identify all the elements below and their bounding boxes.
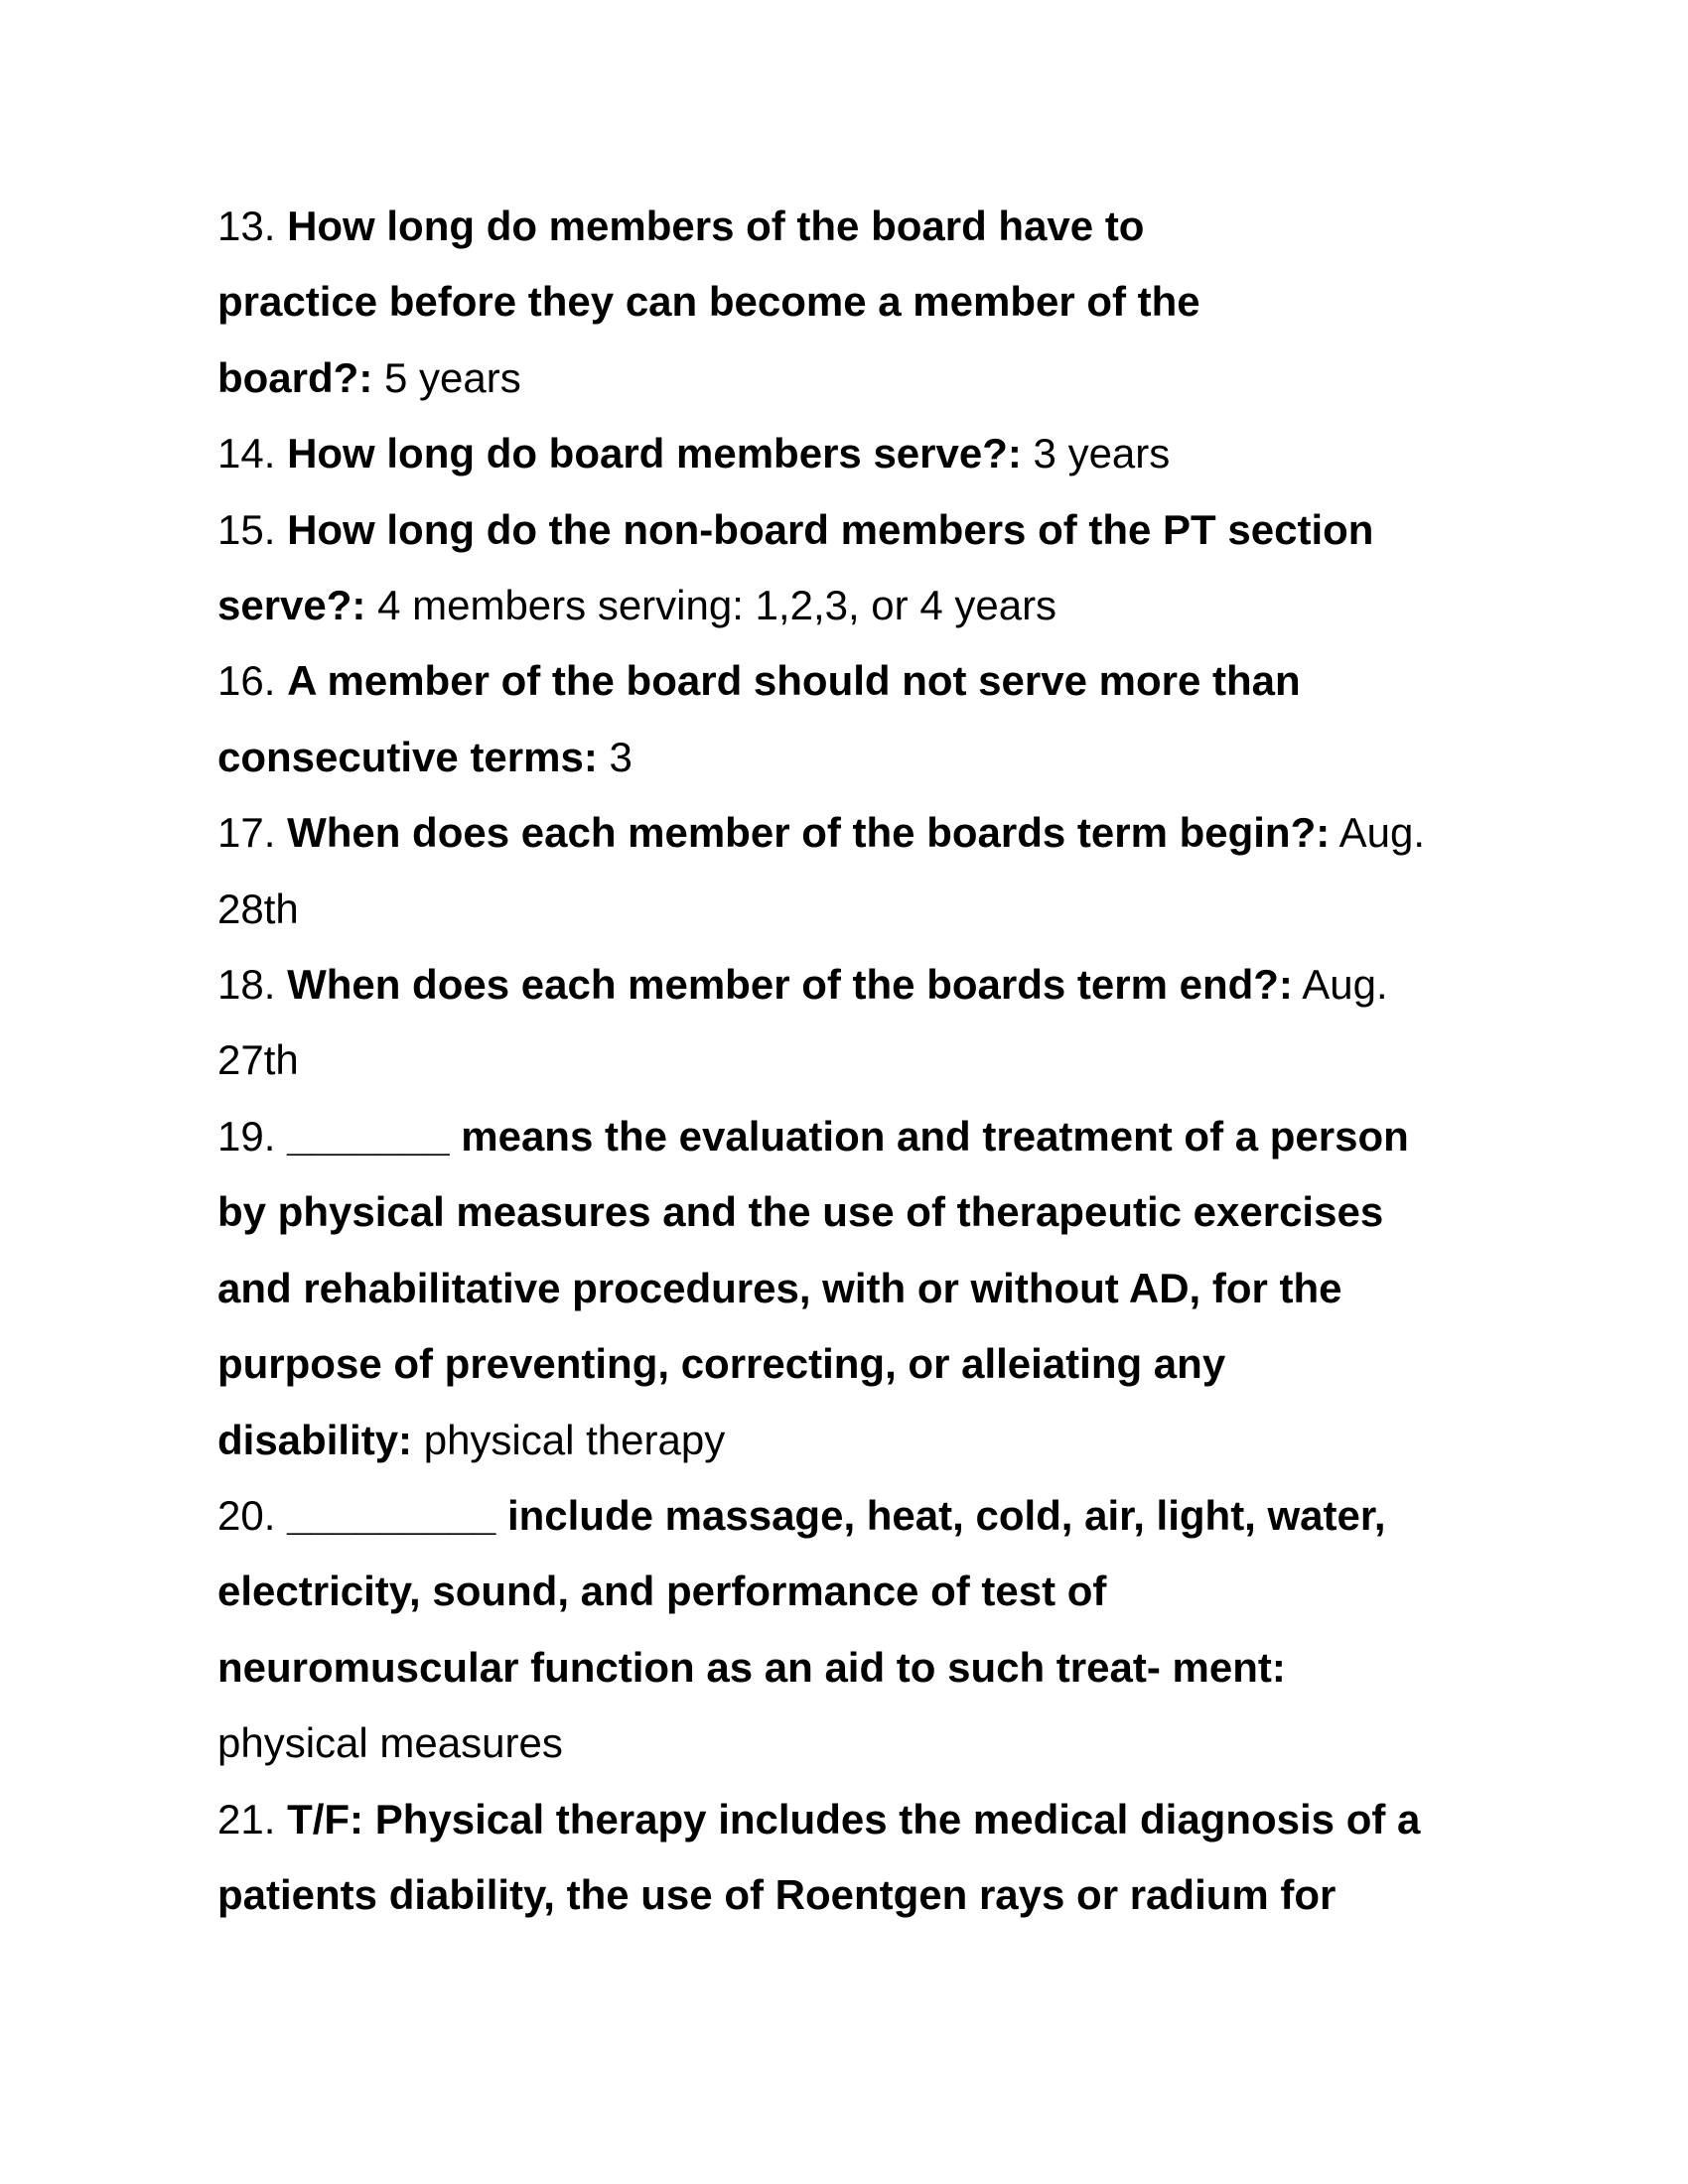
text-line xyxy=(217,1782,1425,1857)
text-line xyxy=(217,1023,1425,1098)
item-number: 21. xyxy=(217,1795,276,1843)
answer-text: 3 xyxy=(609,733,633,780)
text-line xyxy=(217,1326,1425,1402)
item-number: 18. xyxy=(217,961,276,1009)
text-line xyxy=(217,1857,1425,1933)
qa-item xyxy=(217,416,1425,491)
text-line xyxy=(217,1403,1425,1478)
text-line xyxy=(217,264,1425,340)
item-number: 16. xyxy=(217,657,276,705)
question-text: When does each member of the boards term begin?: xyxy=(287,809,1331,857)
question-text: and rehabilitative procedures, with or without AD, for the xyxy=(217,1264,1342,1311)
text-line xyxy=(217,341,1425,416)
qa-item xyxy=(217,947,1425,1099)
item-number: 17. xyxy=(217,809,276,857)
question-text: neuromuscular function as an aid to such treat- ment: xyxy=(217,1643,1286,1691)
item-number: 14. xyxy=(217,430,276,478)
item-number: 13. xyxy=(217,203,276,249)
answer-text: Aug. xyxy=(1302,961,1388,1009)
answer-text: 3 years xyxy=(1033,430,1171,478)
text-line xyxy=(217,643,1425,719)
qa-item xyxy=(217,795,1425,947)
item-number: 20. xyxy=(217,1491,276,1539)
question-text: consecutive terms: xyxy=(217,733,598,780)
answer-text: 27th xyxy=(217,1036,299,1084)
question-text: by physical measures and the use of therapeutic exercises xyxy=(217,1188,1384,1236)
text-line xyxy=(217,872,1425,947)
item-number: 19. xyxy=(217,1112,276,1160)
question-text: T/F: Physical therapy includes the medical diagnosis of a xyxy=(287,1795,1421,1843)
text-line xyxy=(217,720,1425,795)
answer-text: physical therapy xyxy=(423,1416,726,1463)
answer-text: physical measures xyxy=(217,1719,563,1767)
question-text: practice before they can become a member of the xyxy=(217,278,1200,326)
text-line xyxy=(217,1478,1425,1554)
text-line xyxy=(217,947,1425,1023)
question-text: _______ means the evaluation and treatment of a person xyxy=(287,1112,1409,1160)
text-line xyxy=(217,568,1425,643)
question-text: electricity, sound, and performance of test of xyxy=(217,1568,1107,1615)
question-text: patients diability, the use of Roentgen rays or radium for xyxy=(217,1870,1336,1918)
question-text: disability: xyxy=(217,1416,413,1463)
qa-item xyxy=(217,492,1425,644)
question-text: When does each member of the boards term end?: xyxy=(287,961,1293,1009)
text-line xyxy=(217,1706,1425,1781)
qa-item xyxy=(217,1782,1425,1934)
text-line xyxy=(217,492,1425,568)
item-number: 15. xyxy=(217,505,276,553)
qa-item xyxy=(217,643,1425,795)
text-line xyxy=(217,795,1425,871)
text-line xyxy=(217,1099,1425,1174)
question-text: How long do members of the board have to xyxy=(287,203,1145,249)
text-line xyxy=(217,416,1425,491)
answer-text: 4 members serving: 1,2,3, or 4 years xyxy=(377,582,1057,629)
question-text: serve?: xyxy=(217,582,366,629)
question-text: How long do the non-board members of the PT section xyxy=(287,505,1374,553)
text-line xyxy=(217,1554,1425,1629)
text-line xyxy=(217,1174,1425,1250)
question-text: _________ include massage, heat, cold, air, light, water, xyxy=(287,1491,1386,1539)
text-line xyxy=(217,1630,1425,1706)
qa-item xyxy=(217,1099,1425,1478)
qa-item xyxy=(217,189,1425,416)
answer-text: Aug. xyxy=(1338,809,1425,857)
answer-text: 28th xyxy=(217,885,299,932)
text-line xyxy=(217,1251,1425,1326)
question-text: How long do board members serve?: xyxy=(287,430,1022,478)
text-line xyxy=(217,189,1425,264)
question-text: board?: xyxy=(217,353,373,401)
document-content xyxy=(217,189,1425,1933)
qa-item xyxy=(217,1478,1425,1782)
answer-text: 5 years xyxy=(383,353,521,401)
question-text: purpose of preventing, correcting, or alleiating any xyxy=(217,1340,1226,1388)
question-text: A member of the board should not serve more than xyxy=(287,657,1301,705)
